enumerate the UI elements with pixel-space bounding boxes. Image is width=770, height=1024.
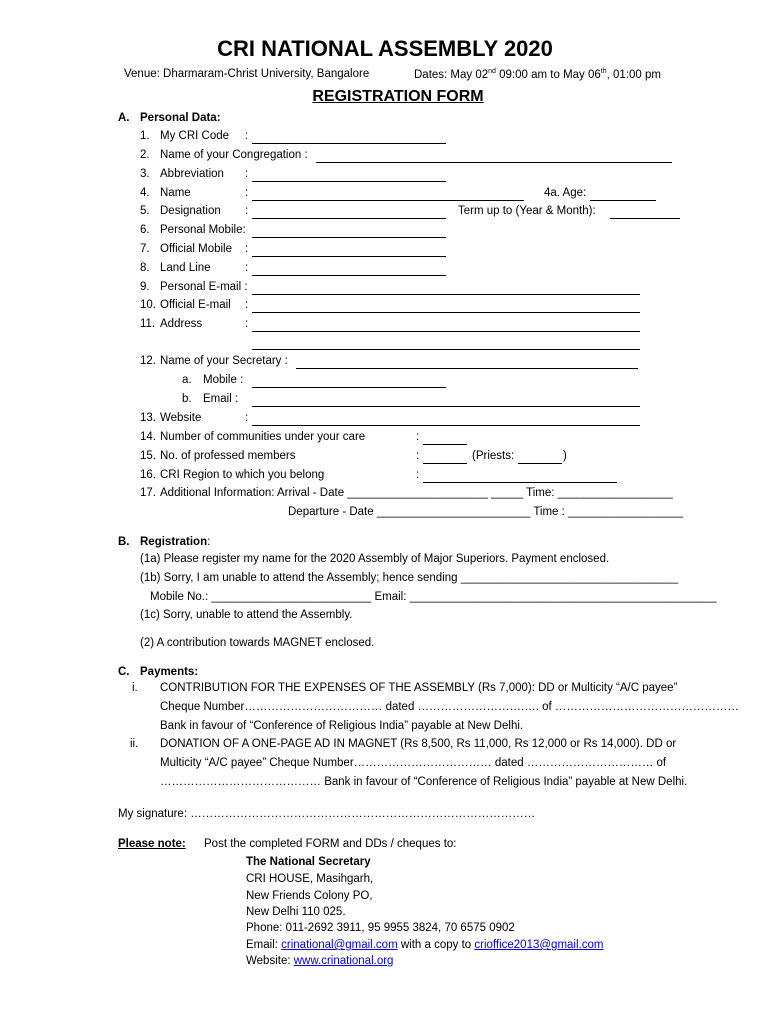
email-line: Email: crinational@gmail.com with a copy to crioffice2013@gmail.com xyxy=(246,939,604,951)
field-label-secretary: Name of your Secretary : xyxy=(160,355,288,367)
field-label-abbreviation: Abbreviation xyxy=(160,168,224,180)
option-1a[interactable]: (1a) Please register my name for the 2020 Assembly of Major Superiors. Payment enclosed. xyxy=(140,553,610,565)
field-colon: : xyxy=(416,431,420,443)
option-1b-continued: Mobile No.: _________________________ Email: ________________________________________________ xyxy=(150,591,717,603)
field-num: 9. xyxy=(140,281,150,293)
address-line1: CRI HOUSE, Masihgarh, xyxy=(246,873,374,885)
payment-ii-line1: DONATION OF A ONE-PAGE AD IN MAGNET (Rs 8,500, Rs 11,000, Rs 12,000 or Rs 14,000). DD or xyxy=(160,738,677,750)
field-num: 4. xyxy=(140,187,150,199)
communities-field[interactable] xyxy=(423,444,467,445)
field-label-personal-mobile: Personal Mobile: xyxy=(160,224,246,236)
field-num: 5. xyxy=(140,205,150,217)
payment-i-line3: Bank in favour of “Conference of Religious India” payable at New Delhi. xyxy=(160,720,524,732)
address-field-line2[interactable] xyxy=(252,349,640,350)
region-field[interactable] xyxy=(423,482,617,483)
section-c-marker: C. xyxy=(118,666,130,678)
secretary-email-field[interactable] xyxy=(252,406,640,407)
field-colon: : xyxy=(245,187,249,199)
departure-line: Departure - Date ________________________ Time : __________________ xyxy=(288,506,684,518)
field-num: 13. xyxy=(140,412,156,424)
field-label-region: CRI Region to which you belong xyxy=(160,469,325,481)
official-email-field[interactable] xyxy=(252,312,640,313)
field-label-land-line: Land Line xyxy=(160,262,211,274)
age-label: 4a. Age: xyxy=(544,187,587,199)
term-field[interactable] xyxy=(610,218,680,219)
payment-i-marker: i. xyxy=(132,682,138,694)
field-colon: : xyxy=(245,243,249,255)
website-link[interactable]: www.crinational.org xyxy=(293,955,394,967)
field-num: 2. xyxy=(140,149,150,161)
field-label-official-mobile: Official Mobile xyxy=(160,243,233,255)
addressee: The National Secretary xyxy=(246,856,371,868)
field-colon: : xyxy=(416,469,420,481)
field-num: 14. xyxy=(140,431,156,443)
field-num: 10. xyxy=(140,299,156,311)
payment-ii-line2: Multicity “A/C payee” Cheque Number……………………………… dated …………………………… of xyxy=(160,757,667,769)
designation-field[interactable] xyxy=(252,218,446,219)
section-c-title: Payments: xyxy=(140,666,199,678)
field-label-address: Address xyxy=(160,318,203,330)
payment-ii-line3: …………………………………… Bank in favour of “Conference of Religious India” payable at New Delhi. xyxy=(160,776,688,788)
payment-i-line2: Cheque Number……………………………… dated ……………………….…. of ………………………………………… xyxy=(160,701,739,713)
field-num: 15. xyxy=(140,450,156,462)
term-label: Term up to (Year & Month): xyxy=(458,205,596,217)
secretary-mobile-label: Mobile : xyxy=(203,374,244,386)
field-label-congregation: Name of your Congregation : xyxy=(160,149,308,161)
field-label-website: Website xyxy=(160,412,202,424)
document-title: CRI NATIONAL ASSEMBLY 2020 xyxy=(217,36,553,61)
address-line2: New Friends Colony PO, xyxy=(246,890,373,902)
field-label-name: Name xyxy=(160,187,191,199)
field-label-additional-info: Additional Information: Arrival - Date ______________________ _____ Time: __________________ xyxy=(160,487,673,499)
field-label-professed: No. of professed members xyxy=(160,450,296,462)
field-colon: : xyxy=(416,450,420,462)
field-label-designation: Designation xyxy=(160,205,221,217)
official-mobile-field[interactable] xyxy=(252,256,446,257)
secretary-email-label: Email : xyxy=(203,393,239,405)
section-b-title: Registration: xyxy=(140,536,211,548)
signature-line[interactable]: My signature: ……………………………………………………………………………… xyxy=(118,808,536,820)
name-field[interactable] xyxy=(252,200,524,201)
field-num: 3. xyxy=(140,168,150,180)
field-label-communities: Number of communities under your care xyxy=(160,431,366,443)
field-num: 16. xyxy=(140,469,156,481)
payment-ii-marker: ii. xyxy=(130,738,139,750)
payment-i-line1: CONTRIBUTION FOR THE EXPENSES OF THE ASSEMBLY (Rs 7,000): DD or Multicity “A/C payee” xyxy=(160,682,678,694)
address-line3: New Delhi 110 025. xyxy=(246,906,346,918)
priests-close: ) xyxy=(563,450,567,462)
priests-label: (Priests: xyxy=(472,450,515,462)
field-colon: : xyxy=(245,168,249,180)
field-colon: : xyxy=(245,299,249,311)
abbreviation-field[interactable] xyxy=(252,181,446,182)
address-field-line1[interactable] xyxy=(252,331,640,332)
field-label-cri-code: My CRI Code xyxy=(160,130,230,142)
website-field[interactable] xyxy=(252,425,640,426)
field-colon: : xyxy=(245,318,249,330)
personal-email-field[interactable] xyxy=(252,294,640,295)
venue-text: Venue: Dharmaram-Christ University, Bangalore xyxy=(124,68,370,80)
field-num: 17. xyxy=(140,487,156,499)
priests-field[interactable] xyxy=(518,463,562,464)
personal-mobile-field[interactable] xyxy=(252,237,446,238)
option-1c[interactable]: (1c) Sorry, unable to attend the Assembly. xyxy=(140,609,353,621)
professed-field[interactable] xyxy=(423,463,467,464)
field-num: 12. xyxy=(140,355,156,367)
field-colon: : xyxy=(245,412,249,424)
field-colon: : xyxy=(245,130,249,142)
section-a-marker: A. xyxy=(118,112,130,124)
field-label-personal-email: Personal E-mail : xyxy=(160,281,248,293)
field-num: 6. xyxy=(140,224,150,236)
form-title: REGISTRATION FORM xyxy=(312,88,484,105)
email-link-primary[interactable]: crinational@gmail.com xyxy=(281,939,398,951)
age-field[interactable] xyxy=(590,200,656,201)
secretary-field[interactable] xyxy=(296,368,638,369)
email-link-copy[interactable]: crioffice2013@gmail.com xyxy=(474,939,604,951)
website-line: Website: www.crinational.org xyxy=(246,955,394,967)
sub-marker: b. xyxy=(182,393,192,405)
cri-code-field[interactable] xyxy=(252,143,446,144)
section-a-title: Personal Data: xyxy=(140,112,221,124)
sub-marker: a. xyxy=(182,374,192,386)
secretary-mobile-field[interactable] xyxy=(252,387,446,388)
field-colon: : xyxy=(245,262,249,274)
field-label-official-email: Official E-mail xyxy=(160,299,231,311)
phone-line: Phone: 011-2692 3911, 95 9955 3824, 70 6575 0902 xyxy=(246,922,515,934)
option-1b[interactable]: (1b) Sorry, I am unable to attend the Assembly; hence sending __________________________________ xyxy=(140,572,679,584)
congregation-field[interactable] xyxy=(316,162,672,163)
land-line-field[interactable] xyxy=(252,275,446,276)
section-b-marker: B. xyxy=(118,536,130,548)
field-num: 8. xyxy=(140,262,150,274)
field-colon: : xyxy=(245,205,249,217)
option-2[interactable]: (2) A contribution towards MAGNET enclosed. xyxy=(140,637,375,649)
please-note-label: Please note: xyxy=(118,838,186,850)
dates-text: Dates: May 02nd 09:00 am to May 06th, 01:00 pm xyxy=(414,68,661,81)
field-num: 1. xyxy=(140,130,150,142)
note-text: Post the completed FORM and DDs / cheques to: xyxy=(204,838,457,850)
field-num: 11. xyxy=(140,318,156,330)
field-num: 7. xyxy=(140,243,150,255)
